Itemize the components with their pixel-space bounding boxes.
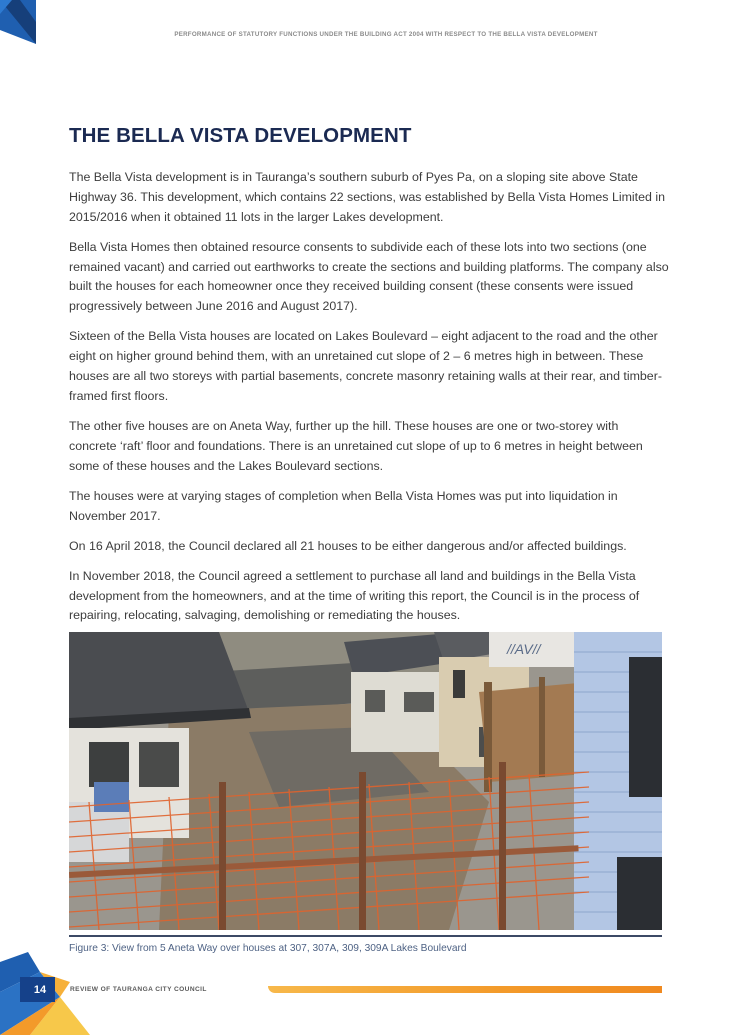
section-title: THE BELLA VISTA DEVELOPMENT bbox=[69, 124, 412, 147]
paragraph: On 16 April 2018, the Council declared all 21 houses to be either dangerous and/or affected buildings. bbox=[69, 538, 627, 553]
figure-photo bbox=[69, 632, 662, 930]
body-text bbox=[69, 168, 669, 637]
footer-accent-bar bbox=[268, 986, 662, 993]
running-header: PERFORMANCE OF STATUTORY FUNCTIONS UNDER THE BUILDING ACT 2004 WITH RESPECT TO THE BELLA VISTA DEVELOPMENT bbox=[174, 31, 598, 38]
footer-label: REVIEW OF TAURANGA CITY COUNCIL bbox=[70, 986, 207, 993]
paragraph: Sixteen of the Bella Vista houses are located on Lakes Boulevard – eight adjacent to the road and the other eight on higher ground behind them, with an unretained cut slope of 2 – 6 metres high in between. These houses are all two storeys with partial basements, concrete masonry retaining walls at their rear, and timber-framed first floors. bbox=[69, 329, 662, 403]
paragraph: In November 2018, the Council agreed a settlement to purchase all land and buildings in the Bella Vista development from the homeowners, and at the time of writing this report, the Council is in the process of repairing, relocating, salvaging, demolishing or remediating the houses. bbox=[69, 568, 640, 623]
paragraph: Bella Vista Homes then obtained resource consents to subdivide each of these lots into two sections (one remained vacant) and carried out earthworks to create the sections and building platforms. The company also built the houses for each homeowner once they received building consent (these consents were issued progressively between June 2016 and August 2017). bbox=[69, 239, 669, 314]
svg-text://AV//: //AV// bbox=[507, 641, 541, 657]
paragraph: The other five houses are on Aneta Way, further up the hill. These houses are one or two-storey with concrete ‘raft’ floor and foundations. There is an unretained cut slope of up to 6 metres in height between some of these houses and the Lakes Boulevard sections. bbox=[69, 418, 643, 473]
figure-caption: Figure 3: View from 5 Aneta Way over houses at 307, 307A, 309, 309A Lakes Boulevard bbox=[69, 943, 467, 954]
caption-divider bbox=[69, 935, 662, 937]
page-number: 14 bbox=[33, 984, 47, 996]
paragraph: The Bella Vista development is in Tauranga’s southern suburb of Pyes Pa, on a sloping site above State Highway 36. This development, which contains 22 sections, was established by Bella Vista Homes Limited in 2015/2016 when it obtained 11 lots in the larger Lakes development. bbox=[69, 170, 665, 224]
paragraph: The houses were at varying stages of completion when Bella Vista Homes was put into liquidation in November 2017. bbox=[69, 488, 618, 523]
